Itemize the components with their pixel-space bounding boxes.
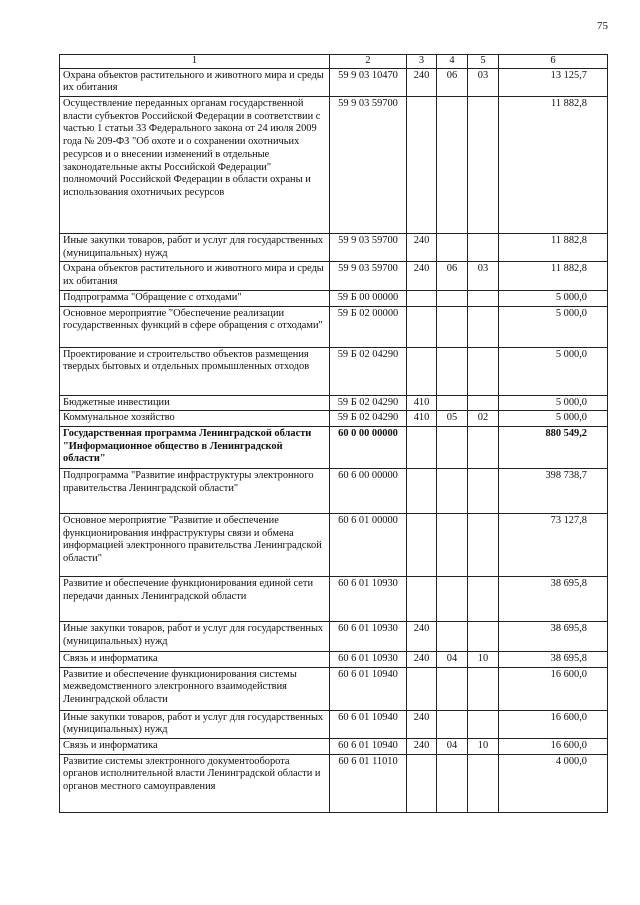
row-amount-cell: 5 000,0 <box>499 347 608 395</box>
row-amount-cell: 5 000,0 <box>499 395 608 411</box>
row-expense-type-cell <box>407 576 437 621</box>
table-row <box>60 576 608 621</box>
row-subsection-cell <box>468 347 499 395</box>
row-subsection-cell <box>468 290 499 306</box>
row-code-cell: 59 Б 00 00000 <box>330 290 407 306</box>
row-name-cell: Основное мероприятие "Обеспечение реализации государственных функций в сфере обращения с отходами" <box>60 306 330 347</box>
row-expense-type-cell: 240 <box>407 710 437 738</box>
row-section-cell: 04 <box>437 651 468 667</box>
row-subsection-cell: 03 <box>468 68 499 96</box>
row-amount-cell: 4 000,0 <box>499 754 608 812</box>
row-expense-type-cell: 240 <box>407 68 437 96</box>
row-section-cell <box>437 576 468 621</box>
row-subsection-cell <box>468 97 499 234</box>
row-amount-cell: 13 125,7 <box>499 68 608 96</box>
row-name-cell: Основное мероприятие "Развитие и обеспечение функционирования инфраструктуры связи и обмена информацией электронного правительства Ленинградской области" <box>60 513 330 576</box>
budget-table <box>59 54 608 813</box>
row-expense-type-cell <box>407 347 437 395</box>
row-code-cell: 59 9 03 59700 <box>330 234 407 262</box>
table-row <box>60 468 608 513</box>
table-row <box>60 395 608 411</box>
row-subsection-cell: 10 <box>468 738 499 754</box>
table-row <box>60 347 608 395</box>
row-code-cell: 59 Б 02 04290 <box>330 347 407 395</box>
row-section-cell: 06 <box>437 262 468 290</box>
row-amount-cell: 16 600,0 <box>499 667 608 710</box>
row-section-cell <box>437 290 468 306</box>
header-cell: 6 <box>499 55 608 69</box>
row-section-cell <box>437 754 468 812</box>
row-subsection-cell <box>468 710 499 738</box>
row-name-cell: Государственная программа Ленинградской области "Информационное общество в Ленинградской области" <box>60 426 330 468</box>
table-row <box>60 667 608 710</box>
row-name-cell: Развитие системы электронного документооборота органов исполнительной власти Ленинградской области и органов местного самоуправления <box>60 754 330 812</box>
row-subsection-cell <box>468 754 499 812</box>
table-row <box>60 234 608 262</box>
row-code-cell: 60 6 01 10940 <box>330 710 407 738</box>
table-row <box>60 513 608 576</box>
page-number: 75 <box>597 20 608 32</box>
table-row <box>60 306 608 347</box>
row-name-cell: Подпрограмма "Обращение с отходами" <box>60 290 330 306</box>
row-amount-cell: 16 600,0 <box>499 710 608 738</box>
row-subsection-cell: 03 <box>468 262 499 290</box>
row-expense-type-cell: 240 <box>407 262 437 290</box>
table-row <box>60 262 608 290</box>
table-body <box>60 68 608 812</box>
row-name-cell: Иные закупки товаров, работ и услуг для государственных (муниципальных) нужд <box>60 621 330 651</box>
row-section-cell <box>437 513 468 576</box>
table-row <box>60 754 608 812</box>
row-expense-type-cell: 410 <box>407 411 437 427</box>
header-cell: 1 <box>60 55 330 69</box>
row-amount-cell: 11 882,8 <box>499 97 608 234</box>
row-expense-type-cell: 240 <box>407 651 437 667</box>
row-amount-cell: 880 549,2 <box>499 426 608 468</box>
row-code-cell: 59 9 03 10470 <box>330 68 407 96</box>
row-section-cell <box>437 347 468 395</box>
row-amount-cell: 16 600,0 <box>499 738 608 754</box>
row-code-cell: 60 0 00 00000 <box>330 426 407 468</box>
row-amount-cell: 38 695,8 <box>499 651 608 667</box>
row-name-cell: Проектирование и строительство объектов размещения твердых бытовых и отдельных промышленных отходов <box>60 347 330 395</box>
row-section-cell <box>437 621 468 651</box>
row-expense-type-cell <box>407 754 437 812</box>
row-expense-type-cell <box>407 290 437 306</box>
row-amount-cell: 398 738,7 <box>499 468 608 513</box>
row-code-cell: 59 Б 02 04290 <box>330 411 407 427</box>
table-row <box>60 68 608 96</box>
table-header-row <box>60 55 608 69</box>
row-amount-cell: 5 000,0 <box>499 290 608 306</box>
row-subsection-cell <box>468 621 499 651</box>
row-name-cell: Развитие и обеспечение функционирования единой сети передачи данных Ленинградской области <box>60 576 330 621</box>
header-cell: 5 <box>468 55 499 69</box>
row-section-cell <box>437 97 468 234</box>
row-section-cell <box>437 710 468 738</box>
row-name-cell: Подпрограмма "Развитие инфраструктуры электронного правительства Ленинградской области" <box>60 468 330 513</box>
row-amount-cell: 5 000,0 <box>499 411 608 427</box>
row-code-cell: 60 6 01 10940 <box>330 667 407 710</box>
row-name-cell: Охрана объектов растительного и животного мира и среды их обитания <box>60 262 330 290</box>
row-expense-type-cell <box>407 97 437 234</box>
row-code-cell: 60 6 01 10940 <box>330 738 407 754</box>
row-section-cell <box>437 306 468 347</box>
table-row <box>60 426 608 468</box>
row-expense-type-cell: 240 <box>407 621 437 651</box>
row-expense-type-cell <box>407 513 437 576</box>
row-name-cell: Бюджетные инвестиции <box>60 395 330 411</box>
row-expense-type-cell: 240 <box>407 234 437 262</box>
row-amount-cell: 73 127,8 <box>499 513 608 576</box>
row-name-cell: Связь и информатика <box>60 651 330 667</box>
row-section-cell: 06 <box>437 68 468 96</box>
row-amount-cell: 38 695,8 <box>499 576 608 621</box>
row-code-cell: 60 6 01 10930 <box>330 651 407 667</box>
row-name-cell: Связь и информатика <box>60 738 330 754</box>
row-code-cell: 59 9 03 59700 <box>330 262 407 290</box>
table-row <box>60 290 608 306</box>
row-section-cell <box>437 468 468 513</box>
row-name-cell: Иные закупки товаров, работ и услуг для государственных (муниципальных) нужд <box>60 710 330 738</box>
row-subsection-cell <box>468 667 499 710</box>
header-cell: 4 <box>437 55 468 69</box>
row-subsection-cell <box>468 395 499 411</box>
row-code-cell: 60 6 01 10930 <box>330 576 407 621</box>
row-subsection-cell <box>468 234 499 262</box>
row-name-cell: Коммунальное хозяйство <box>60 411 330 427</box>
row-code-cell: 60 6 01 10930 <box>330 621 407 651</box>
header-cell: 2 <box>330 55 407 69</box>
row-subsection-cell <box>468 513 499 576</box>
row-section-cell <box>437 234 468 262</box>
row-code-cell: 60 6 01 11010 <box>330 754 407 812</box>
row-expense-type-cell <box>407 667 437 710</box>
table-row <box>60 411 608 427</box>
row-section-cell: 05 <box>437 411 468 427</box>
row-expense-type-cell: 240 <box>407 738 437 754</box>
row-code-cell: 60 6 01 00000 <box>330 513 407 576</box>
row-section-cell <box>437 667 468 710</box>
row-code-cell: 59 9 03 59700 <box>330 97 407 234</box>
row-section-cell <box>437 395 468 411</box>
row-section-cell: 04 <box>437 738 468 754</box>
table-row <box>60 710 608 738</box>
row-name-cell: Осуществление переданных органам государственной власти субъектов Российской Федерации в соответствии с частью 1 статьи 33 Федерального закона от 24 июля 2009 года № 209-ФЗ "Об охоте и о сохранении охотничьих ресурсов и о внесении изменений в отдельные законодательные акты Российской Федерации" полномочий Российской Федерации в области охраны и использования охотничьих ресурсов <box>60 97 330 234</box>
row-amount-cell: 38 695,8 <box>499 621 608 651</box>
row-name-cell: Развитие и обеспечение функционирования системы межведомственного электронного взаимодействия Ленинградской области <box>60 667 330 710</box>
header-cell: 3 <box>407 55 437 69</box>
row-subsection-cell <box>468 426 499 468</box>
row-code-cell: 59 Б 02 00000 <box>330 306 407 347</box>
row-code-cell: 60 6 00 00000 <box>330 468 407 513</box>
row-amount-cell: 11 882,8 <box>499 262 608 290</box>
row-expense-type-cell <box>407 306 437 347</box>
table-row <box>60 738 608 754</box>
table-row <box>60 621 608 651</box>
row-section-cell <box>437 426 468 468</box>
row-subsection-cell <box>468 468 499 513</box>
row-expense-type-cell <box>407 468 437 513</box>
row-code-cell: 59 Б 02 04290 <box>330 395 407 411</box>
row-name-cell: Охрана объектов растительного и животного мира и среды их обитания <box>60 68 330 96</box>
row-expense-type-cell: 410 <box>407 395 437 411</box>
row-name-cell: Иные закупки товаров, работ и услуг для государственных (муниципальных) нужд <box>60 234 330 262</box>
row-subsection-cell: 02 <box>468 411 499 427</box>
row-amount-cell: 5 000,0 <box>499 306 608 347</box>
row-amount-cell: 11 882,8 <box>499 234 608 262</box>
table-row <box>60 97 608 234</box>
row-subsection-cell <box>468 306 499 347</box>
table-row <box>60 651 608 667</box>
row-expense-type-cell <box>407 426 437 468</box>
row-subsection-cell <box>468 576 499 621</box>
row-subsection-cell: 10 <box>468 651 499 667</box>
